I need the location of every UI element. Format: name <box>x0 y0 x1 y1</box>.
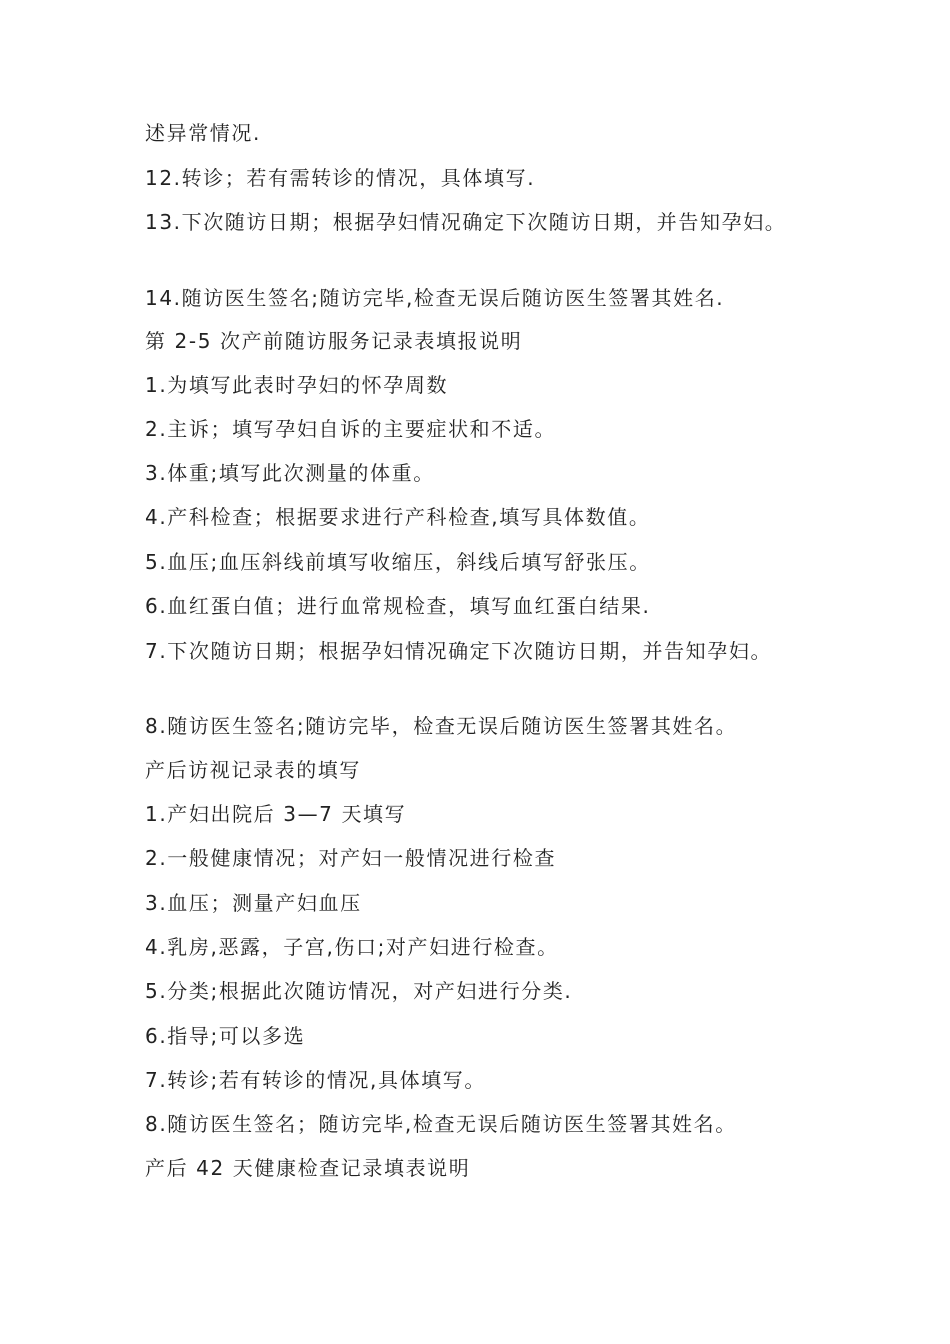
text-line: 8.随访医生签名；随访完毕,检查无误后随访医生签署其姓名。 <box>145 1112 737 1136</box>
text-line: 4.乳房,恶露，子宫,伤口;对产妇进行检查。 <box>145 935 559 959</box>
text-line: 12.转诊；若有需转诊的情况，具体填写. <box>145 166 536 190</box>
text-line: 7.下次随访日期；根据孕妇情况确定下次随访日期，并告知孕妇。 <box>145 639 773 663</box>
text-line: 6.血红蛋白值；进行血常规检查，填写血红蛋白结果. <box>145 594 651 618</box>
text-line: 2.主诉；填写孕妇自诉的主要症状和不适。 <box>145 417 557 441</box>
text-line: 8.随访医生签名;随访完毕，检查无误后随访医生签署其姓名。 <box>145 714 738 738</box>
text-line: 14.随访医生签名;随访完毕,检查无误后随访医生签署其姓名. <box>145 286 725 310</box>
text-line: 述异常情况. <box>145 121 261 145</box>
section-heading: 产后 42 天健康检查记录填表说明 <box>145 1156 471 1180</box>
text-line: 6.指导;可以多选 <box>145 1024 306 1048</box>
text-line: 7.转诊;若有转诊的情况,具体填写。 <box>145 1068 486 1092</box>
section-heading: 产后访视记录表的填写 <box>145 758 361 782</box>
text-line: 5.分类;根据此次随访情况，对产妇进行分类. <box>145 979 573 1003</box>
text-line: 3.血压；测量产妇血压 <box>145 891 362 915</box>
text-line: 13.下次随访日期；根据孕妇情况确定下次随访日期，并告知孕妇。 <box>145 210 787 234</box>
section-heading: 第 2-5 次产前随访服务记录表填报说明 <box>145 329 523 353</box>
text-line: 1.为填写此表时孕妇的怀孕周数 <box>145 373 449 397</box>
text-line: 5.血压;血压斜线前填写收缩压，斜线后填写舒张压。 <box>145 550 651 574</box>
text-line: 4.产科检查；根据要求进行产科检查,填写具体数值。 <box>145 505 651 529</box>
text-line: 3.体重;填写此次测量的体重。 <box>145 461 435 485</box>
text-line: 1.产妇出院后 3—7 天填写 <box>145 802 407 826</box>
text-line: 2.一般健康情况；对产妇一般情况进行检查 <box>145 846 557 870</box>
